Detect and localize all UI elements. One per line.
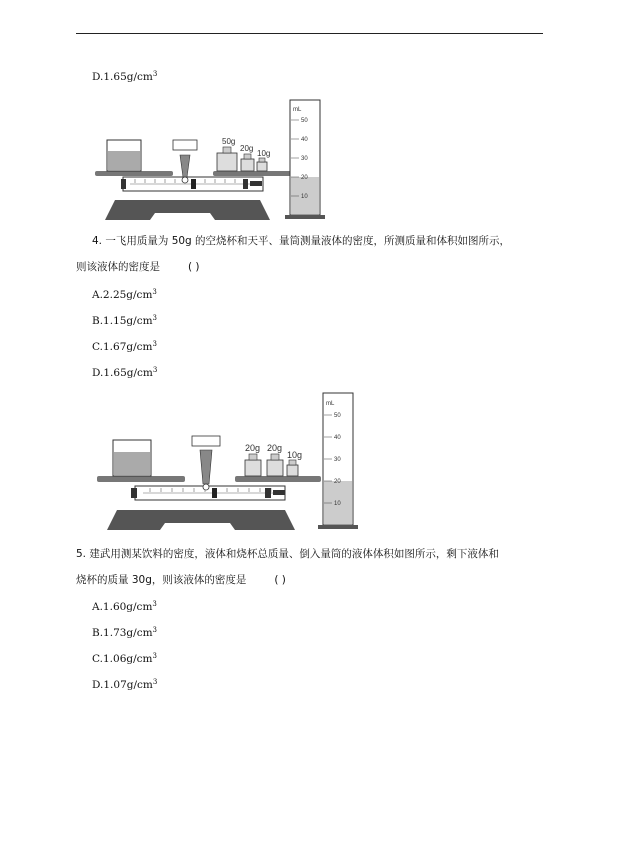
weight-10g (287, 465, 298, 476)
cylinder-tick-label: 50 (301, 118, 308, 124)
cylinder-tick-label: 20 (301, 175, 308, 181)
cylinder-unit: mL (293, 107, 302, 113)
weight-label-2: 20g (267, 443, 283, 453)
weight-20g (267, 460, 283, 476)
cylinder-tick-label: 10 (301, 194, 308, 200)
answer-bracket: ( ) (188, 261, 200, 273)
q5-option-b: $B.1.73g/cm^3$ (92, 626, 157, 639)
left-pan (95, 171, 173, 176)
weight-50g (217, 153, 237, 171)
weight-label-1: 20g (245, 443, 261, 453)
cylinder-tick-label: 40 (301, 137, 308, 143)
balance-figure-2 (95, 388, 365, 533)
pointer-scale (192, 436, 220, 446)
q5-option-a: $A.1.60g/cm^3$ (92, 600, 157, 613)
cylinder-tick-label: 20 (334, 479, 341, 485)
weight-10g (257, 162, 267, 171)
pointer (200, 450, 212, 484)
pointer-scale (173, 140, 197, 150)
weight-label-3: 10g (257, 149, 271, 158)
q3-option-d: $D.1.65g/cm^3$ (92, 70, 158, 83)
header-rule (76, 33, 543, 34)
weight-20g (245, 460, 261, 476)
cylinder-tick-label: 30 (334, 457, 341, 463)
balance-base (105, 200, 270, 220)
beaker-liquid (114, 452, 150, 475)
rider (212, 488, 217, 498)
cylinder-tick-label: 10 (334, 501, 341, 507)
right-pan (235, 476, 321, 482)
left-pan (97, 476, 185, 482)
q5-option-c: $C.1.06g/cm^3$ (92, 652, 157, 665)
weight-label-3: 10g (287, 450, 303, 460)
q4-stem-line2: 则该液体的密度是 ( ) (76, 261, 200, 273)
q5-option-d: $D.1.07g/cm^3$ (92, 678, 158, 691)
right-pan (213, 171, 293, 176)
cylinder-unit: mL (326, 401, 335, 407)
q4-stem-line1: 4. 一飞用质量为 50g 的空烧杯和天平、量筒测量液体的密度，所测质量和体积如图所示， (92, 235, 511, 247)
weight-20g (241, 159, 254, 171)
cylinder-tick-label: 30 (301, 156, 308, 162)
answer-bracket: ( ) (274, 574, 286, 586)
balance-figure-1 (95, 95, 365, 225)
weight-label-2: 20g (240, 144, 254, 153)
pointer (180, 155, 190, 177)
q4-option-a: $A.2.25g/cm^3$ (92, 288, 157, 301)
rider (191, 179, 196, 189)
beaker-liquid (108, 151, 140, 170)
cylinder-tick-label: 40 (334, 435, 341, 441)
q4-option-c: $C.1.67g/cm^3$ (92, 340, 157, 353)
weight-label-1: 50g (222, 137, 236, 146)
q4-option-d: $D.1.65g/cm^3$ (92, 366, 158, 379)
balance-base (107, 510, 295, 530)
q5-stem-line1: 5. 建武用测某饮料的密度，液体和烧杯总质量、倒入量筒的液体体积如图所示，剩下液体和 (76, 548, 499, 560)
q4-option-b: $B.1.15g/cm^3$ (92, 314, 157, 327)
cylinder-tick-label: 50 (334, 413, 341, 419)
q5-stem-line2: 烧杯的质量 30g，则该液体的密度是 ( ) (76, 574, 286, 586)
